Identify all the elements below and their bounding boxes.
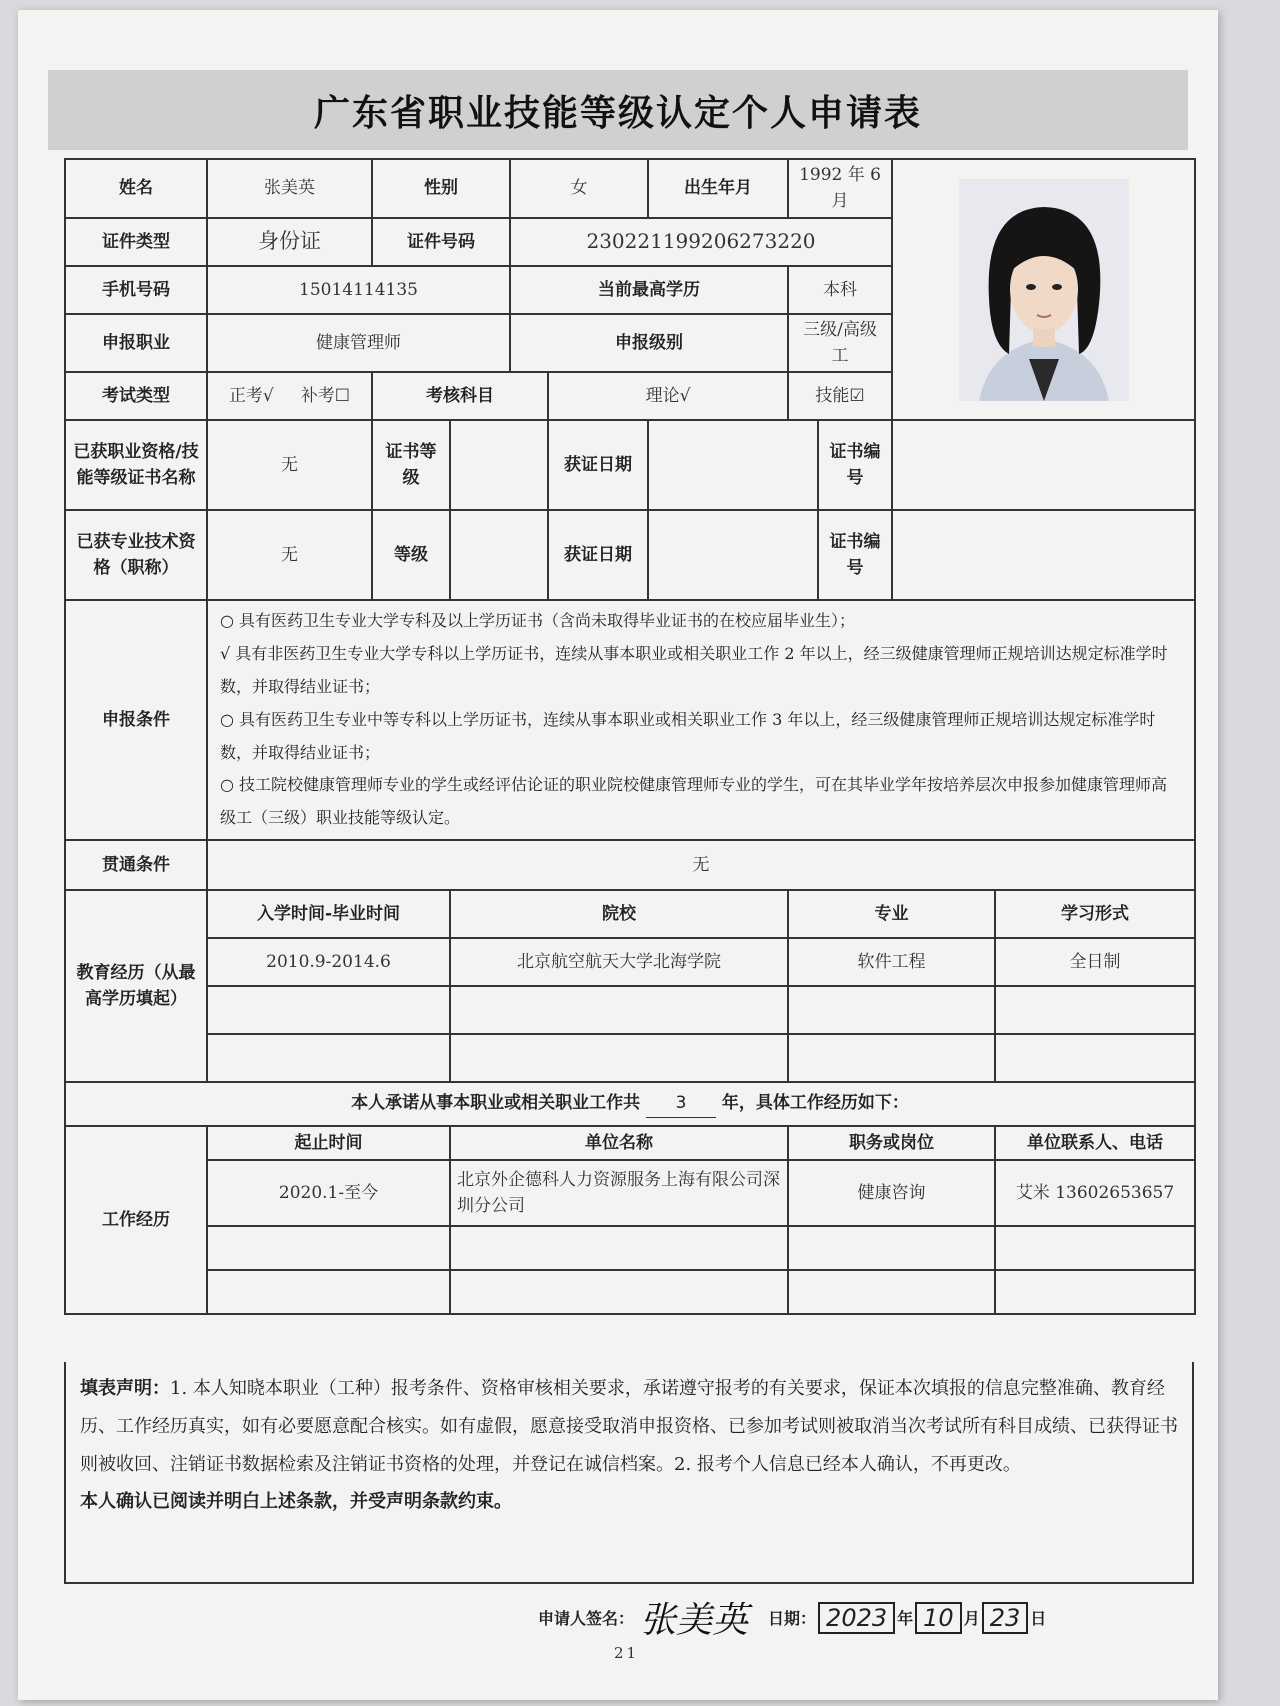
work-commit	[65, 1082, 1195, 1126]
subject-skill: 技能☑	[788, 372, 892, 420]
work-years: 3	[646, 1090, 716, 1117]
work-header-contact: 单位联系人、电话	[995, 1126, 1195, 1160]
sign-day-unit: 日	[1030, 1609, 1047, 1628]
edu-header-school: 院校	[450, 890, 788, 938]
edu-major: 软件工程	[788, 938, 995, 986]
work-contact: 艾米 13602653657	[995, 1160, 1195, 1226]
table-row	[65, 986, 1195, 1034]
through-value: 无	[207, 840, 1195, 890]
table-row	[65, 1226, 1195, 1270]
table-row	[65, 938, 1195, 986]
level-label: 申报级别	[510, 314, 788, 373]
exam-type-label: 考试类型	[65, 372, 207, 420]
work-period: 2020.1-至今	[207, 1160, 450, 1226]
work-position: 健康咨询	[788, 1160, 995, 1226]
id-no-label: 证件号码	[372, 218, 510, 266]
id-type-label: 证件类型	[65, 218, 207, 266]
declaration-body: 1. 本人知晓本职业（工种）报考条件、资格审核相关要求，承诺遵守报考的有关要求，保证本次填报的信息完整准确、教育经历、工作经历真实，如有必要愿意配合核实。如有虚假，愿意接受取消申报资格、已参加考试则被取消当次考试所有科目成绩、已获得证书则被收回、注销证书数据检索及注销证书资格的处理，并登记在诚信档案。2. 报考个人信息已经本人确认，不再更改。	[80, 1378, 1178, 1475]
edu-header-period: 入学时间-毕业时间	[207, 890, 450, 938]
edu-period: 2010.9-2014.6	[207, 938, 450, 986]
subjects-label: 考核科目	[372, 372, 548, 420]
occupation-label: 申报职业	[65, 314, 207, 373]
work-commit-suffix: 年，具体工作经历如下：	[721, 1093, 909, 1114]
sign-year: 2023	[818, 1602, 895, 1634]
applicant-photo	[959, 179, 1129, 401]
through-label: 贯通条件	[65, 840, 207, 890]
signature-row	[538, 1592, 1046, 1643]
work-header-company: 单位名称	[450, 1126, 788, 1160]
title-bar	[48, 70, 1188, 150]
subject-theory: 理论√	[548, 372, 788, 420]
edu-value: 本科	[788, 266, 892, 314]
id-type-value: 身份证	[207, 218, 372, 266]
declaration	[64, 1362, 1194, 1584]
birth-value: 1992 年 6 月	[788, 159, 892, 218]
declaration-confirm: 本人确认已阅读并明白上述条款，并受声明条款约束。	[80, 1491, 512, 1513]
sign-month-unit: 月	[963, 1609, 980, 1628]
qual-cert-value: 无	[207, 420, 372, 510]
occupation-value: 健康管理师	[207, 314, 510, 373]
edu-header-mode: 学习形式	[995, 890, 1195, 938]
page-number: 21	[614, 1644, 640, 1662]
qual-cert-label: 已获职业资格/技能等级证书名称	[65, 420, 207, 510]
exam-main-check: 正考√	[228, 386, 274, 407]
level2-label: 等级	[372, 510, 450, 600]
table-row	[65, 1270, 1195, 1314]
edu-mode: 全日制	[995, 938, 1195, 986]
education-label: 教育经历（从最高学历填起）	[65, 890, 207, 1082]
phone-label: 手机号码	[65, 266, 207, 314]
name-label: 姓名	[65, 159, 207, 218]
work-header-period: 起止时间	[207, 1126, 450, 1160]
edu-school: 北京航空航天大学北海学院	[450, 938, 788, 986]
form-sheet	[18, 10, 1218, 1700]
application-form-table	[64, 158, 1196, 1315]
condition-item: ○ 具有医药卫生专业中等专科以上学历证书，连续从事本职业或相关职业工作 3 年以上，经三级健康管理师正规培训达规定标准学时数，并取得结业证书；	[220, 709, 1156, 762]
table-row	[65, 1034, 1195, 1082]
work-header-position: 职务或岗位	[788, 1126, 995, 1160]
id-no-value: 230221199206273220	[510, 218, 892, 266]
sign-month: 10	[915, 1602, 962, 1634]
work-commit-prefix: 本人承诺从事本职业或相关职业工作共	[351, 1093, 641, 1114]
pro-qual-label: 已获专业技术资格（职称）	[65, 510, 207, 600]
applicant-photo-image	[959, 179, 1129, 401]
photo-cell	[892, 159, 1195, 420]
name-value: 张美英	[207, 159, 372, 218]
condition-item: ○ 技工院校健康管理师专业的学生或经评估论证的职业院校健康管理师专业的学生，可在其毕业学年按培养层次申报参加健康管理师高级工（三级）职业技能等级认定。	[220, 775, 1168, 828]
table-row	[65, 1160, 1195, 1226]
cert-date-label: 获证日期	[548, 420, 648, 510]
date-label: 日期：	[768, 1609, 817, 1628]
condition-item: √ 具有非医药卫生专业大学专科以上学历证书，连续从事本职业或相关职业工作 2 年以上，经三级健康管理师正规培训达规定标准学时数，并取得结业证书；	[220, 644, 1168, 696]
cert-no2-label: 证书编号	[818, 510, 892, 600]
cert-no-value	[892, 420, 1195, 510]
work-label: 工作经历	[65, 1126, 207, 1314]
declaration-lead: 填表声明：	[80, 1378, 170, 1399]
level2-value	[450, 510, 548, 600]
sign-year-unit: 年	[897, 1609, 914, 1628]
work-company: 北京外企德科人力资源服务上海有限公司深圳分公司	[450, 1160, 788, 1226]
exam-type-value	[207, 372, 372, 420]
conditions-list	[207, 600, 1195, 840]
birth-label: 出生年月	[648, 159, 788, 218]
edu-label: 当前最高学历	[510, 266, 788, 314]
exam-makeup-check: 补考☐	[300, 386, 351, 407]
signature: 张美英	[640, 1600, 749, 1641]
cert-date-value	[648, 420, 818, 510]
gender-label: 性别	[372, 159, 510, 218]
signature-label: 申请人签名：	[538, 1609, 635, 1628]
cert-no-label: 证书编号	[818, 420, 892, 510]
cert-date2-label: 获证日期	[548, 510, 648, 600]
conditions-label: 申报条件	[65, 600, 207, 840]
cert-no2-value	[892, 510, 1195, 600]
level-value: 三级/高级工	[788, 314, 892, 373]
phone-value: 15014114135	[207, 266, 510, 314]
form-title: 广东省职业技能等级认定个人申请表	[313, 92, 922, 134]
cert-level-value	[450, 420, 548, 510]
cert-level-label: 证书等级	[372, 420, 450, 510]
cert-date2-value	[648, 510, 818, 600]
sign-day: 23	[982, 1602, 1029, 1634]
condition-item: ○ 具有医药卫生专业大学专科及以上学历证书（含尚未取得毕业证书的在校应届毕业生）；	[220, 611, 856, 631]
edu-header-major: 专业	[788, 890, 995, 938]
pro-qual-value: 无	[207, 510, 372, 600]
gender-value: 女	[510, 159, 648, 218]
